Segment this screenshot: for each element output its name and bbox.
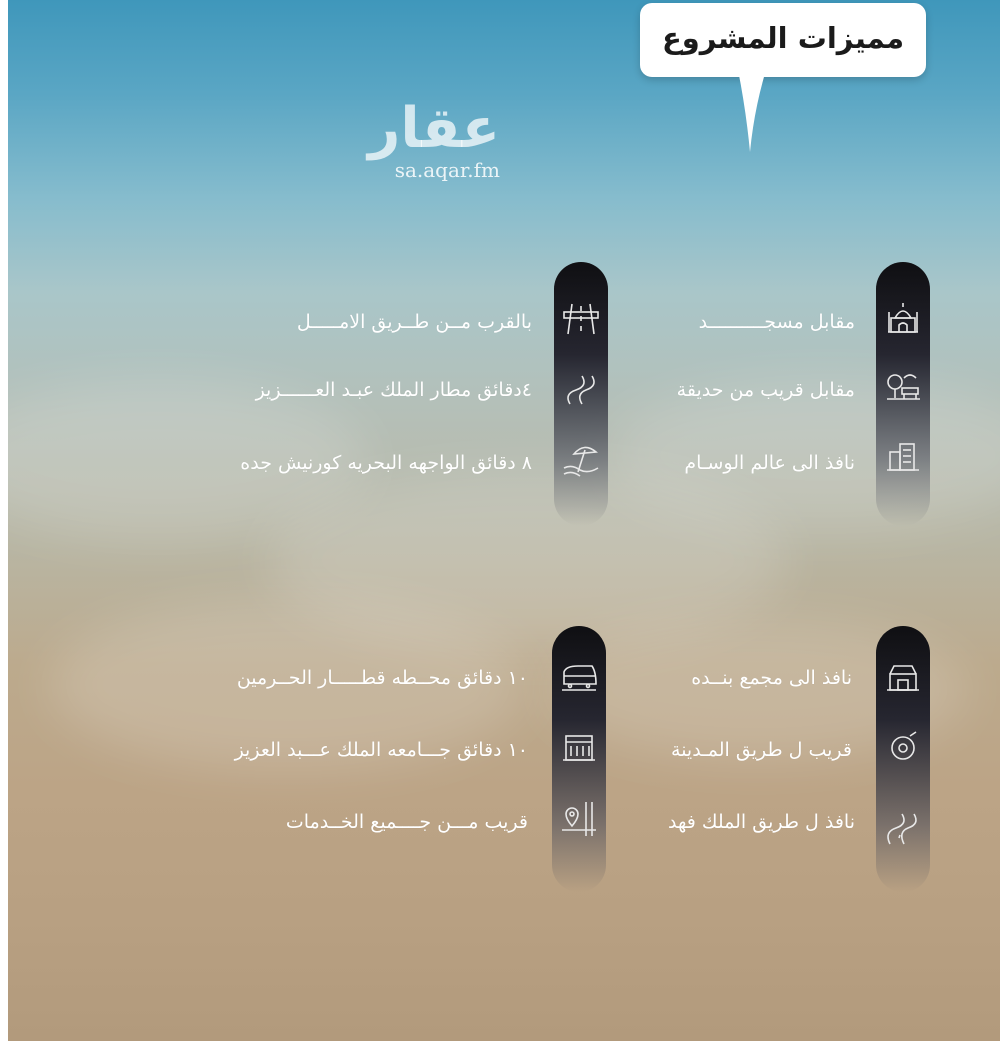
winding-road-icon <box>560 368 602 410</box>
buildings-icon <box>882 436 924 478</box>
feature-label: نافذ ل طريق الملك فهد <box>667 811 855 833</box>
feature-label: نافذ الى مجمع بنــده <box>691 667 852 689</box>
title-bubble <box>640 3 926 77</box>
university-icon <box>558 726 600 768</box>
feature-label: نافذ الى عالم الوسـام <box>684 452 855 474</box>
feature-label: قريب ل طريق المـدينة <box>671 739 852 761</box>
feature-label: قريب مـــن جــــميع الخــدمات <box>285 811 528 833</box>
watermark-url: sa.aqar.fm <box>394 158 500 182</box>
highway-icon <box>560 298 602 340</box>
bubble-tail <box>732 70 772 152</box>
feature-label: ٨ دقائق الواجهه البحريه كورنيش جده <box>240 452 532 474</box>
road-sign-icon <box>882 726 924 768</box>
mall-icon <box>882 656 924 698</box>
page-title: مميزات المشروع <box>661 21 905 55</box>
feature-label: ٤دقائق مطار الملك عبـد العــــــزيز <box>255 379 532 401</box>
feature-label: ١٠ دقائق جـــامعه الملك عـــبد العزيز <box>234 739 528 761</box>
feature-label: مقابل مسجــــــــــد <box>698 311 855 333</box>
feature-label: بالقرب مــن طــريق الامـــــل <box>296 311 532 333</box>
feature-label: مقابل قريب من حديقة <box>676 379 855 401</box>
feature-label: ١٠ دقائق محــطه قطـــــار الحــرمين <box>236 667 528 689</box>
mosque-icon <box>882 298 924 340</box>
road-icon <box>882 808 924 850</box>
poster-background <box>8 0 1000 1041</box>
train-icon <box>558 656 600 698</box>
watermark-name: عقار <box>368 96 500 161</box>
map-pin-icon <box>558 798 600 840</box>
watermark-logo <box>330 98 500 188</box>
beach-umbrella-icon <box>560 438 602 480</box>
park-icon <box>882 366 924 408</box>
